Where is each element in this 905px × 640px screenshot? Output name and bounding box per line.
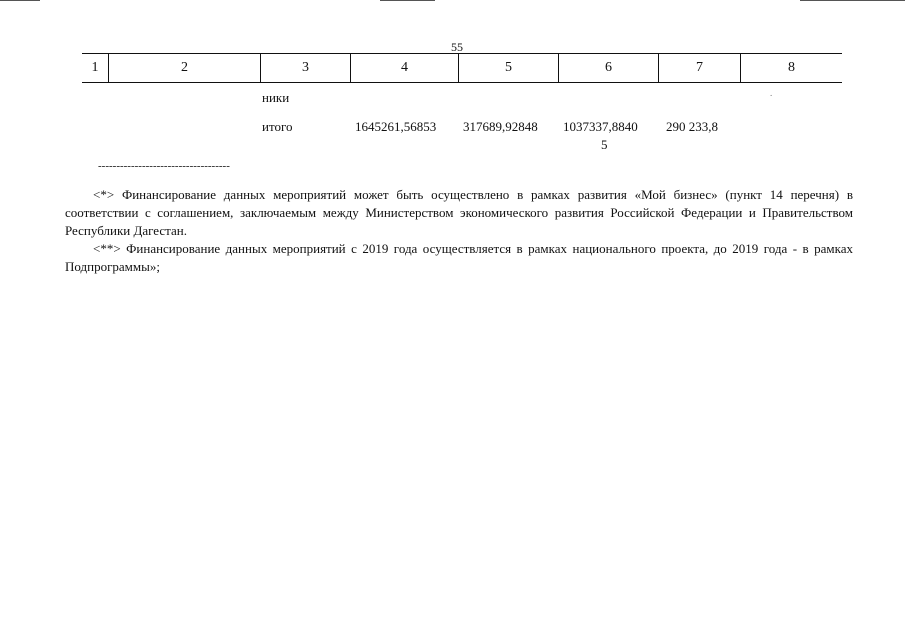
total-col7-value: 290 233,8 — [666, 119, 718, 134]
total-col5-value: 317689,92848 — [463, 119, 538, 134]
header-cell-8: 8 — [740, 54, 842, 82]
footnote-1 — [65, 186, 853, 240]
total-col6-value: 1037337,8840 — [563, 119, 638, 134]
total-col4-value: 1645261,56853 — [355, 119, 437, 134]
scan-edge-line — [800, 0, 905, 1]
header-cell-4: 4 — [350, 54, 458, 82]
header-cell-6: 6 — [558, 54, 658, 82]
footnote-2-text: <**> Финансирование данных мероприятий с 2019 года осуществляется в рамках национального проекта, до 2019 года - в рамках Подпрограммы»; — [65, 241, 853, 274]
header-cell-3: 3 — [260, 54, 350, 82]
header-cell-1: 1 — [91, 60, 99, 75]
footnote-separator: ------------------------------------ — [98, 160, 230, 172]
page-number: 55 — [451, 40, 463, 54]
table-header-row — [82, 53, 842, 83]
header-cell-2: 2 — [108, 54, 260, 82]
scan-edge-line — [380, 0, 435, 1]
header-cell-5: 5 — [458, 54, 558, 82]
footnote-1-text: <*> Финансирование данных мероприятий может быть осуществлено в рамках развития «Мой бизнес» (пункт 14 перечня) в соответствии с соглашением, заключаемым между Министерством экономического развития Российской Федерации и Правительством Республики Дагестан. — [65, 187, 853, 238]
header-cell-7: 7 — [658, 54, 740, 82]
footnote-2 — [65, 240, 853, 276]
row-continuation-text: ники — [262, 90, 290, 105]
scan-edge-line — [0, 0, 40, 1]
total-col6-value-wrap: 5 — [601, 137, 608, 152]
total-label: итого — [262, 119, 293, 134]
scan-dot: . — [770, 88, 773, 98]
